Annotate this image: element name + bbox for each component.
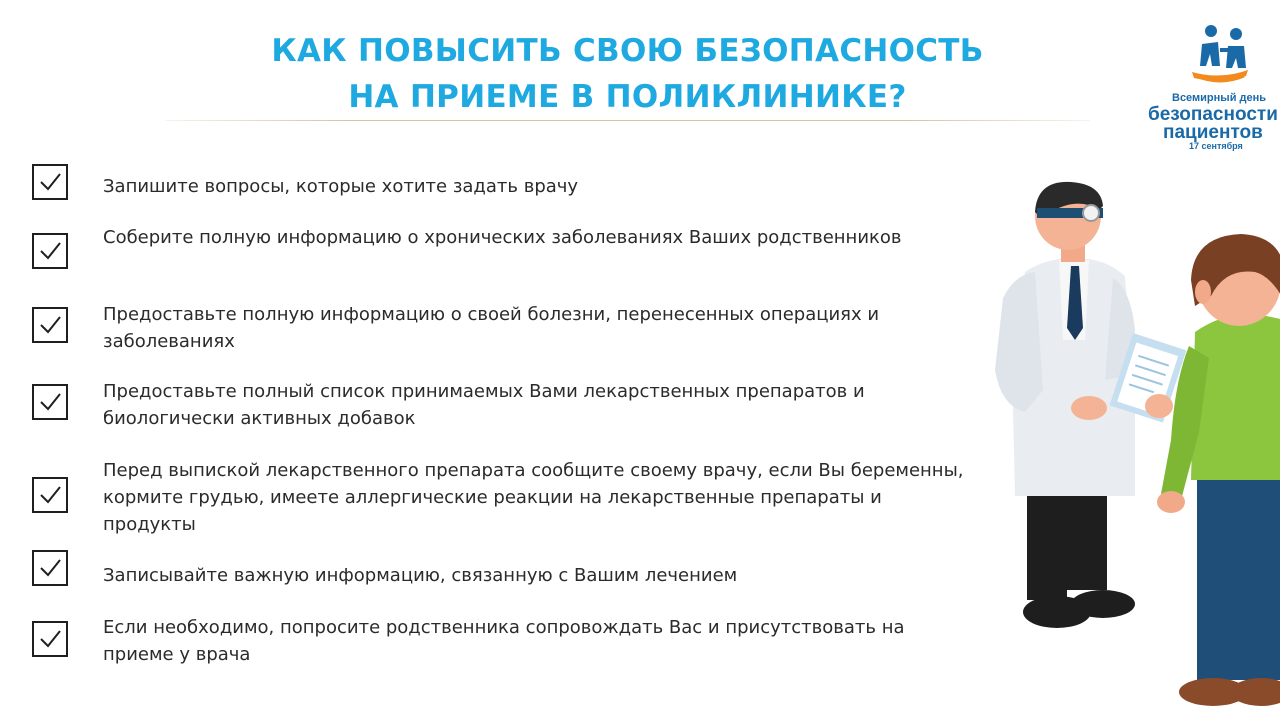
checklist-item-1: Запишите вопросы, которые хотите задать врачу xyxy=(103,176,579,197)
checklist-item-2: Соберите полную информацию о хронических заболеваниях Ваших родственников xyxy=(103,227,902,248)
page-title-line-2: НА ПРИЕМЕ В ПОЛИКЛИНИКЕ? xyxy=(348,79,907,115)
logo-line-2: безопасности xyxy=(1148,104,1278,125)
logo-line-3: пациентов xyxy=(1163,122,1263,143)
page-title xyxy=(165,28,1090,120)
checkbox-1[interactable] xyxy=(32,164,68,200)
page-title-line-1: КАК ПОВЫСИТЬ СВОЮ БЕЗОПАСНОСТЬ xyxy=(271,33,984,69)
checklist-item-6: Записывайте важную информацию, связанную с Вашим лечением xyxy=(103,565,738,586)
check-icon xyxy=(37,389,63,415)
check-icon xyxy=(37,238,63,264)
checkbox-6[interactable] xyxy=(32,550,68,586)
checkbox-7[interactable] xyxy=(32,621,68,657)
checkbox-2[interactable] xyxy=(32,233,68,269)
check-icon xyxy=(37,626,63,652)
logo-line-1: Всемирный день xyxy=(1172,92,1267,104)
check-icon xyxy=(37,555,63,581)
patient-safety-day-logo xyxy=(1140,20,1280,160)
checklist-item-3: Предоставьте полную информацию о своей болезни, перенесенных операциях и заболеваниях xyxy=(103,304,880,352)
title-divider xyxy=(165,120,1090,121)
doctor-figure xyxy=(995,182,1186,628)
checkbox-5[interactable] xyxy=(32,477,68,513)
checkbox-3[interactable] xyxy=(32,307,68,343)
people-emblem-icon xyxy=(1140,20,1280,90)
checkbox-4[interactable] xyxy=(32,384,68,420)
checklist-item-7: Если необходимо, попросите родственника сопровождать Вас и присутствовать на приеме у врача xyxy=(103,617,905,665)
doctor-patient-illustration xyxy=(985,180,1280,720)
check-icon xyxy=(37,312,63,338)
checklist-item-4: Предоставьте полный список принимаемых Вами лекарственных препаратов и биологически активных добавок xyxy=(103,381,865,429)
check-icon xyxy=(37,169,63,195)
logo-date: 17 сентября xyxy=(1189,141,1243,151)
checklist-item-5: Перед выпиской лекарственного препарата сообщите своему врачу, если Вы беременны, кормите грудью, имеете аллергические реакции на лекарственные препараты и продукты xyxy=(103,460,964,535)
patient-figure xyxy=(1157,234,1280,706)
check-icon xyxy=(37,482,63,508)
